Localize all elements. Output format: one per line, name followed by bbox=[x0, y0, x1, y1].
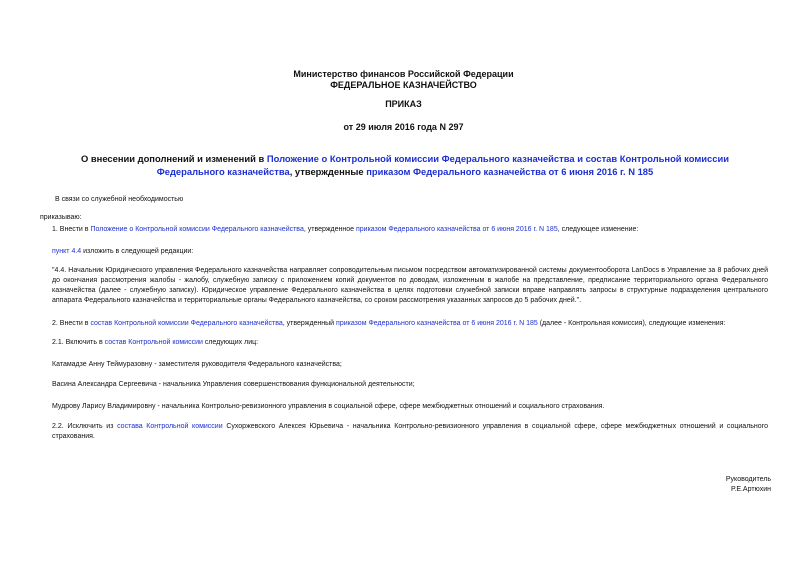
item1-link-order[interactable]: приказом Федерального казначейства от 6 июня 2016 г. N 185 bbox=[356, 226, 558, 233]
item1-link-statute[interactable]: Положение о Контрольной комиссии Федерального казначейства bbox=[90, 226, 304, 233]
date-number-heading: от 29 июля 2016 года N 297 bbox=[343, 122, 464, 132]
doc-type-heading: ПРИКАЗ bbox=[385, 99, 422, 109]
item-2-1 bbox=[52, 338, 768, 348]
title-text-1: О внесении дополнений и изменений в bbox=[81, 153, 267, 164]
item1-text-c: , следующее изменение: bbox=[557, 226, 639, 233]
person-3: Мудрову Ларису Владимировну - начальника Контрольно-ревизионного управления в социальной сфере, сфере межбюджетных отношений и социального страхования. bbox=[52, 403, 605, 410]
item-1 bbox=[52, 225, 768, 235]
agency-heading: ФЕДЕРАЛЬНОЕ КАЗНАЧЕЙСТВО bbox=[330, 80, 477, 90]
item22-text-b: Сухоржевского Алексея Юрьевича - начальника Контрольно-ревизионного управления в социальной сфере, сфере межбюджетных отношений и социального страхования. bbox=[52, 423, 768, 440]
item2-text-c: (далее - Контрольная комиссия), следующие изменения: bbox=[537, 320, 726, 327]
item-2-2 bbox=[52, 422, 768, 442]
point-4-4-link[interactable]: пункт 4.4 bbox=[52, 248, 82, 255]
person-1: Катамадзе Анну Теймуразовну - заместителя руководителя Федерального казначейства; bbox=[52, 361, 342, 368]
item2-link-order[interactable]: приказом Федерального казначейства от 6 июня 2016 г. N 185 bbox=[336, 320, 538, 327]
item21-text-b: следующих лиц: bbox=[202, 339, 259, 346]
item1-text-a: 1. Внести в bbox=[52, 226, 91, 233]
item2-text-b: , утвержденный bbox=[282, 320, 337, 327]
document-title bbox=[55, 152, 755, 178]
title-text-2: , утвержденные bbox=[289, 166, 367, 177]
item1-text-b: , утвержденное bbox=[303, 226, 356, 233]
item22-text-a: 2.2. Исключить из bbox=[52, 423, 118, 430]
item21-text-a: 2.1. Включить в bbox=[52, 339, 105, 346]
point-4-4-text: изложить в следующей редакции: bbox=[81, 248, 194, 255]
item21-link-composition[interactable]: состав Контрольной комиссии bbox=[104, 339, 203, 346]
quote-paragraph: "4.4. Начальник Юридического управления Федерального казначейства направляет сопроводительным письмом посредством автоматизированной системы документооборота LanDocs в Управление за 8 рабочих дней до окончания рассмотрения жалобы - жалобу, служебную записку с приложением копий документов по доводам, изложенным в жалобе на представление, предписание территориального органа Федерального казначейства (далее - служебную записку). Юридическое управление Федерального казначейства в целях подготовки служебной записки вправе направлять запросы в структурные подразделения центрального аппарата Федерального казначейства и территориальные органы Федерального казначейства, со сроком рассмотрения указанных запросов до 5 рабочих дней.". bbox=[52, 267, 768, 304]
paragraph-4-4 bbox=[52, 247, 768, 257]
title-link-statute[interactable]: Положение о Контрольной комиссии Федерального казначейства и состав Контрольной комиссии Федерального казначейства bbox=[156, 153, 729, 177]
ministry-heading: Министерство финансов Российской Федерации bbox=[293, 69, 514, 79]
person-2: Васина Александра Сергеевича - начальника Управления совершенствования функциональной деятельности; bbox=[52, 381, 415, 388]
intro-paragraph: В связи со служебной необходимостью bbox=[55, 196, 184, 203]
title-link-order[interactable]: приказом Федерального казначейства от 6 июня 2016 г. N 185 bbox=[366, 166, 654, 177]
item2-link-composition[interactable]: состав Контрольной комиссии Федерального казначейства bbox=[90, 320, 283, 327]
item-2 bbox=[52, 319, 768, 329]
signature-name: Р.Е.Артюхин bbox=[731, 486, 771, 493]
order-word: приказываю: bbox=[40, 214, 82, 221]
signature-role: Руководитель bbox=[725, 476, 771, 483]
item2-text-a: 2. Внести в bbox=[52, 320, 91, 327]
item22-link-composition[interactable]: состава Контрольной комиссии bbox=[117, 423, 223, 430]
